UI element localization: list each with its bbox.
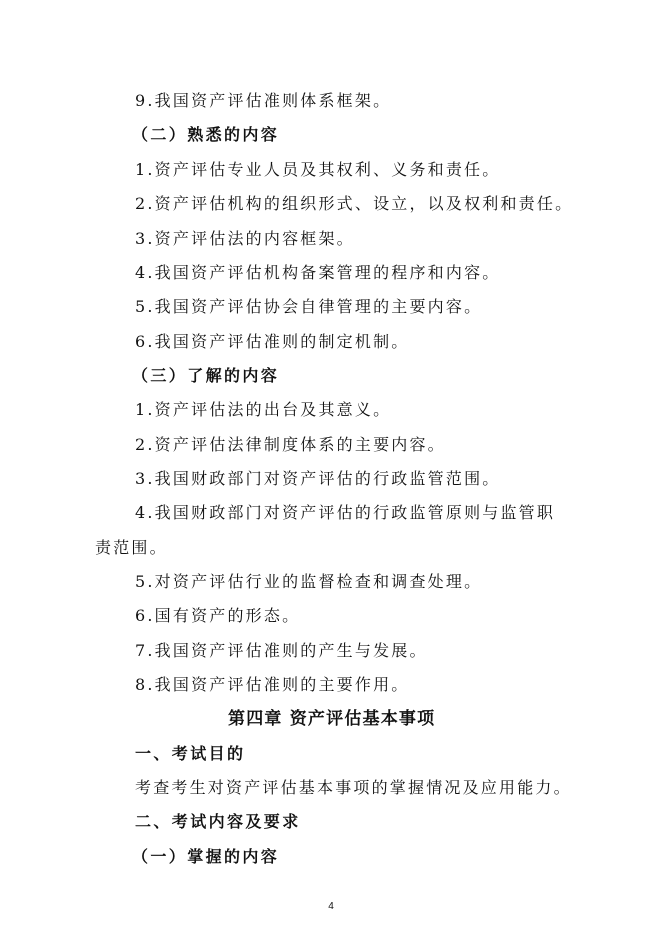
- list-item: 9.我国资产评估准则体系框架。: [135, 91, 392, 110]
- list-item: 7.我国资产评估准则的产生与发展。: [135, 641, 428, 660]
- section-heading: （二）熟悉的内容: [132, 125, 280, 144]
- list-item-continuation: 责范围。: [95, 538, 168, 557]
- paragraph: 考查考生对资产评估基本事项的掌握情况及应用能力。: [135, 778, 572, 797]
- page-number: 4: [328, 901, 334, 912]
- list-item: 6.我国资产评估准则的制定机制。: [135, 332, 410, 351]
- list-item: 1.资产评估法的出台及其意义。: [135, 400, 392, 419]
- list-item: 3.资产评估法的内容框架。: [135, 229, 355, 248]
- list-item: 5.我国资产评估协会自律管理的主要内容。: [135, 297, 483, 316]
- list-item: 8.我国资产评估准则的主要作用。: [135, 675, 410, 694]
- list-item: 3.我国财政部门对资产评估的行政监管范围。: [135, 469, 501, 488]
- section-heading: （三）了解的内容: [132, 366, 280, 385]
- list-item: 5.对资产评估行业的监督检查和调查处理。: [135, 572, 483, 591]
- list-item: 6.国有资产的形态。: [135, 606, 301, 625]
- list-item: 2.资产评估机构的组织形式、设立，以及权利和责任。: [135, 194, 574, 213]
- list-item: 4.我国财政部门对资产评估的行政监管原则与监管职: [135, 503, 556, 522]
- section-heading: 二、考试内容及要求: [135, 812, 301, 831]
- list-item: 2.资产评估法律制度体系的主要内容。: [135, 435, 446, 454]
- section-heading: 一、考试目的: [135, 744, 246, 763]
- list-item: 1.资产评估专业人员及其权利、义务和责任。: [135, 160, 501, 179]
- list-item: 4.我国资产评估机构备案管理的程序和内容。: [135, 263, 501, 282]
- section-heading: （一）掌握的内容: [132, 847, 280, 866]
- chapter-title: 第四章 资产评估基本事项: [228, 709, 436, 729]
